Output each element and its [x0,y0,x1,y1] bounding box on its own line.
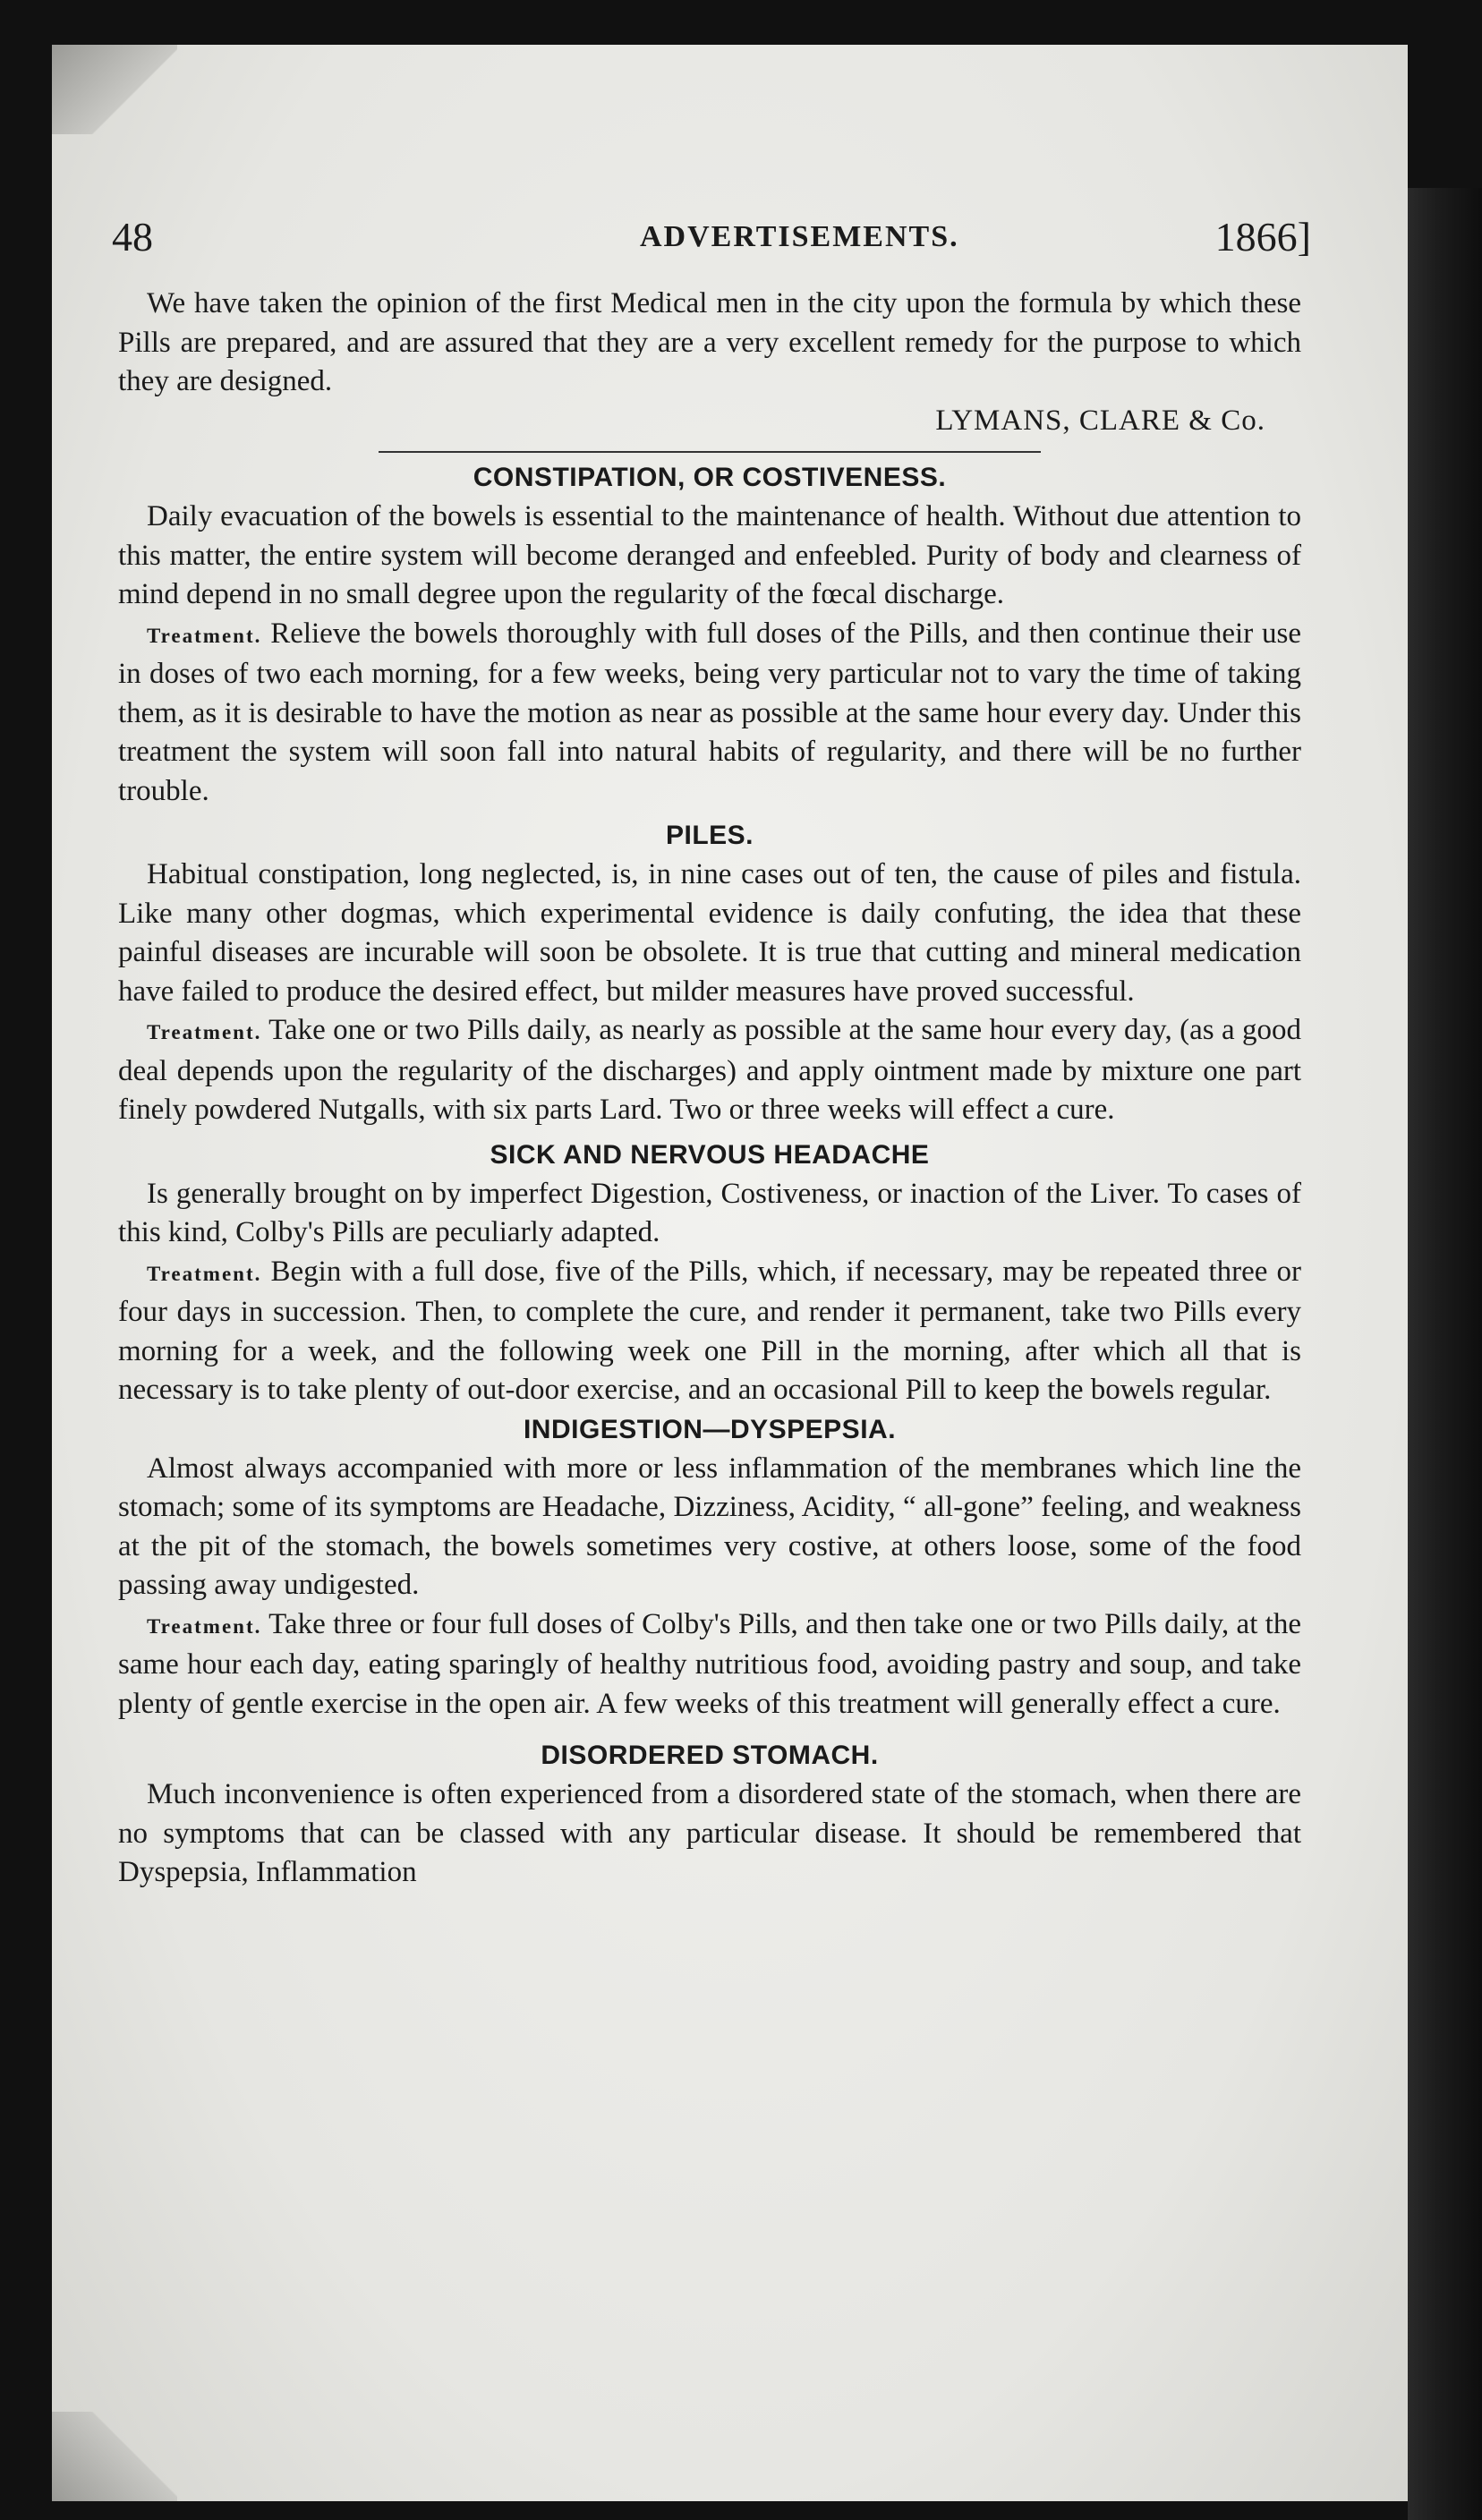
section-piles [118,816,1301,1130]
section-body: Habitual constipation, long neglected, is, in nine cases out of ten, the cause of piles and fistula. Like many other dogmas, which experimental evidence is daily confuting, the idea that these painful diseases are incurable will soon be obsolete. It is true that cutting and mineral medication have failed to produce the desired effect, but milder measures have proved successful. [118,858,1301,1008]
page-number: 48 [112,214,153,260]
treatment-text: Begin with a full dose, five of the Pills, which, if necessary, may be repeated three or four days in succession. Then, to complete the cure, and render it permanent, take two Pills every morning for a week, and the following week one Pill in the morning, after which all that is necessary is to take plenty of out-door exercise, and an occasional Pill to keep the bowels regular. [118,1255,1302,1406]
section-constipation [118,458,1301,811]
section-divider [379,451,1041,453]
running-year: 1866] [1214,214,1311,260]
section-headache [118,1136,1301,1410]
treatment-text: Take three or four full doses of Colby's Pills, and then take one or two Pills daily, at the same hour each day, eating sparingly of healthy nutritious food, avoiding pastry and soup, and take plenty of gentle exercise in the open air. A few weeks of this treatment will generally effect a cure. [118,1607,1301,1720]
page-body [118,285,1301,1893]
treatment-text: Relieve the bowels thoroughly with full doses of the Pills, and then continue their use in doses of two each morning, for a few weeks, being very particular not to vary the time of taking them, as it is desirable to have the motion as near as possible at the same hour every day. Under this treatment the system will soon fall into natural habits of regularity, and there will be no further trouble. [118,617,1302,807]
intro-paragraph: We have taken the opinion of the first Medical men in the city upon the formula by which these Pills are prepared, and are assured that they are a very excellent remedy for the purpose to which they are designed. [118,287,1301,397]
treatment-label: Treatment. [147,1021,262,1043]
section-disordered-stomach [118,1736,1301,1893]
section-body: Daily evacuation of the bowels is essential to the maintenance of health. Without due attention to this matter, the entire system will become deranged and enfeebled. Purity of body and clearness of mind depend in no small degree upon the regularity of the fœcal discharge. [118,500,1301,610]
bottom-left-corner-wear [52,2412,177,2501]
intro-signature: LYMANS, CLARE & Co. [935,404,1265,437]
section-heading: INDIGESTION—DYSPEPSIA. [523,1414,897,1444]
section-heading: DISORDERED STOMACH. [541,1741,879,1770]
top-left-corner-wear [52,45,177,134]
treatment-label: Treatment. [147,624,262,647]
treatment-paragraph [118,1605,1301,1724]
treatment-paragraph [118,1253,1301,1410]
running-head [112,206,1311,268]
section-heading: SICK AND NERVOUS HEADACHE [490,1139,930,1170]
section-indigestion [118,1410,1301,1724]
treatment-label: Treatment. [147,1262,262,1285]
treatment-label: Treatment. [147,1614,262,1638]
section-body: Almost always accompanied with more or less inflammation of the membranes which line the stomach; some of its symptoms are Headache, Dizziness, Acidity, “ all-gone” feeling, and weakness at the pit of the stomach, the bowels sometimes very costive, at others loose, some of the food passing away undigested. [118,1452,1301,1601]
section-heading: PILES. [665,821,754,850]
treatment-text: Take one or two Pills daily, as nearly as possible at the same hour every day, (as a good deal depends upon the regularity of the discharges) and apply ointment made by mixture one part finely powdered Nutgalls, with six parts Lard. Two or three weeks will effect a cure. [118,1014,1302,1126]
treatment-paragraph [118,1011,1301,1130]
running-title: ADVERTISEMENTS. [640,220,959,253]
intro-block [118,285,1301,453]
section-body: Much inconvenience is often experienced from a disordered state of the stomach, when there are no symptoms that can be classed with any particular disease. It should be remembered that Dyspepsia, Inflammation [118,1778,1301,1888]
section-body: Is generally brought on by imperfect Digestion, Costiveness, or inaction of the Liver. To cases of this kind, Colby's Pills are peculiarly adapted. [118,1177,1301,1248]
book-edge [1408,188,1482,2520]
treatment-paragraph [118,615,1301,812]
section-heading: CONSTIPATION, OR COSTIVENESS. [473,463,947,492]
